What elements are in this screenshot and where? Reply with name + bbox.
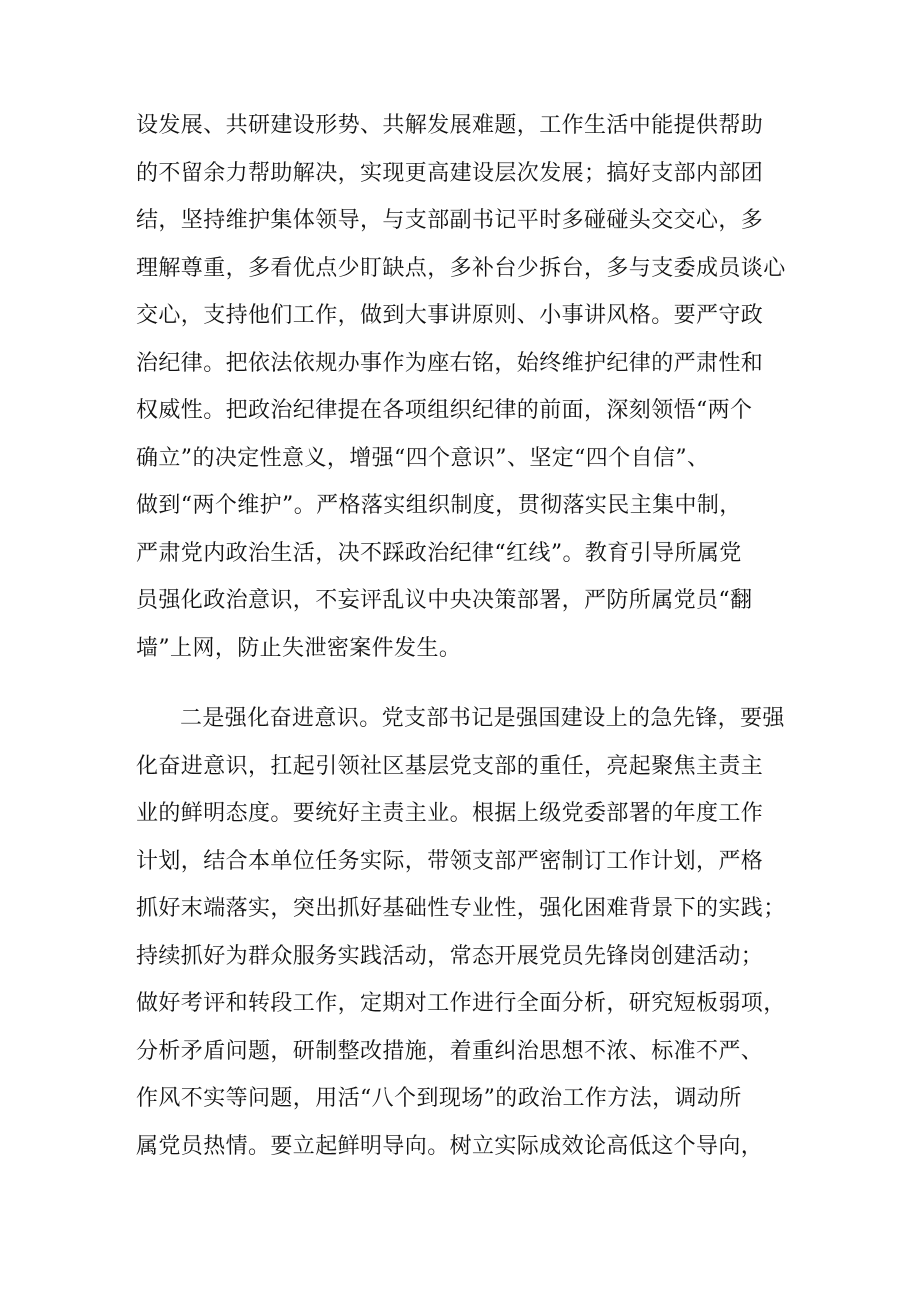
text-line: 结，坚持维护集体领导，与支部副书记平时多碰碰头交交心，多 xyxy=(136,208,764,233)
text-line: 理解尊重，多看优点少盯缺点，多补台少拆台，多与支委成员谈心 xyxy=(136,255,786,281)
text-line: 的不留余力帮助解决，实现更高建设层次发展；搞好支部内部团 xyxy=(136,160,764,186)
text-line: 确立”的决定性意义，增强“四个意识”、坚定“四个自信”、 xyxy=(136,445,710,471)
paragraph-1 xyxy=(136,102,806,672)
text-line: 做到“两个维护”。严格落实组织制度，贯彻落实民主集中制， xyxy=(136,493,742,518)
text-line: 持续抓好为群众服务实践活动，常态开展党员先锋岗创建活动； xyxy=(136,943,764,969)
text-line: 计划，结合本单位任务实际，带领支部严密制订工作计划，严格 xyxy=(136,848,764,874)
text-line: 化奋进意识，扛起引领社区基层党支部的重任，亮起聚焦主责主 xyxy=(136,753,764,779)
text-line: 员强化政治意识，不妄评乱议中央决策部署，严防所属党员“翻 xyxy=(136,588,753,613)
paragraph-2 xyxy=(136,695,806,1170)
text-line: 做好考评和转段工作，定期对工作进行全面分析，研究短板弱项， xyxy=(136,991,786,1016)
text-line: 作风不实等问题，用活“八个到现场”的政治工作方法，调动所 xyxy=(136,1086,742,1111)
text-line: 墙”上网，防止失泄密案件发生。 xyxy=(136,635,462,661)
text-line: 二是强化奋进意识。党支部书记是强国建设上的急先锋，要强 xyxy=(180,706,785,731)
text-line: 设发展、共研建设形势、共解发展难题，工作生活中能提供帮助 xyxy=(136,113,764,138)
text-line: 属党员热情。要立起鲜明导向。树立实际成效论高低这个导向， xyxy=(136,1133,764,1159)
text-line: 权威性。把政治纪律提在各项组织纪律的前面，深刻领悟“两个 xyxy=(136,398,753,423)
text-line: 严肃党内政治生活，决不踩政治纪律“红线”。教育引导所属党 xyxy=(136,540,742,566)
text-line: 业的鲜明态度。要统好主责主业。根据上级党委部署的年度工作 xyxy=(136,801,764,826)
text-line: 分析矛盾问题，研制整改措施，着重纠治思想不浓、标准不严、 xyxy=(136,1038,764,1064)
text-line: 治纪律。把依法依规办事作为座右铭，始终维护纪律的严肃性和 xyxy=(136,350,764,376)
text-line: 抓好末端落实，突出抓好基础性专业性，强化困难背景下的实践； xyxy=(136,896,786,921)
text-line: 交心，支持他们工作，做到大事讲原则、小事讲风格。要严守政 xyxy=(136,303,764,328)
